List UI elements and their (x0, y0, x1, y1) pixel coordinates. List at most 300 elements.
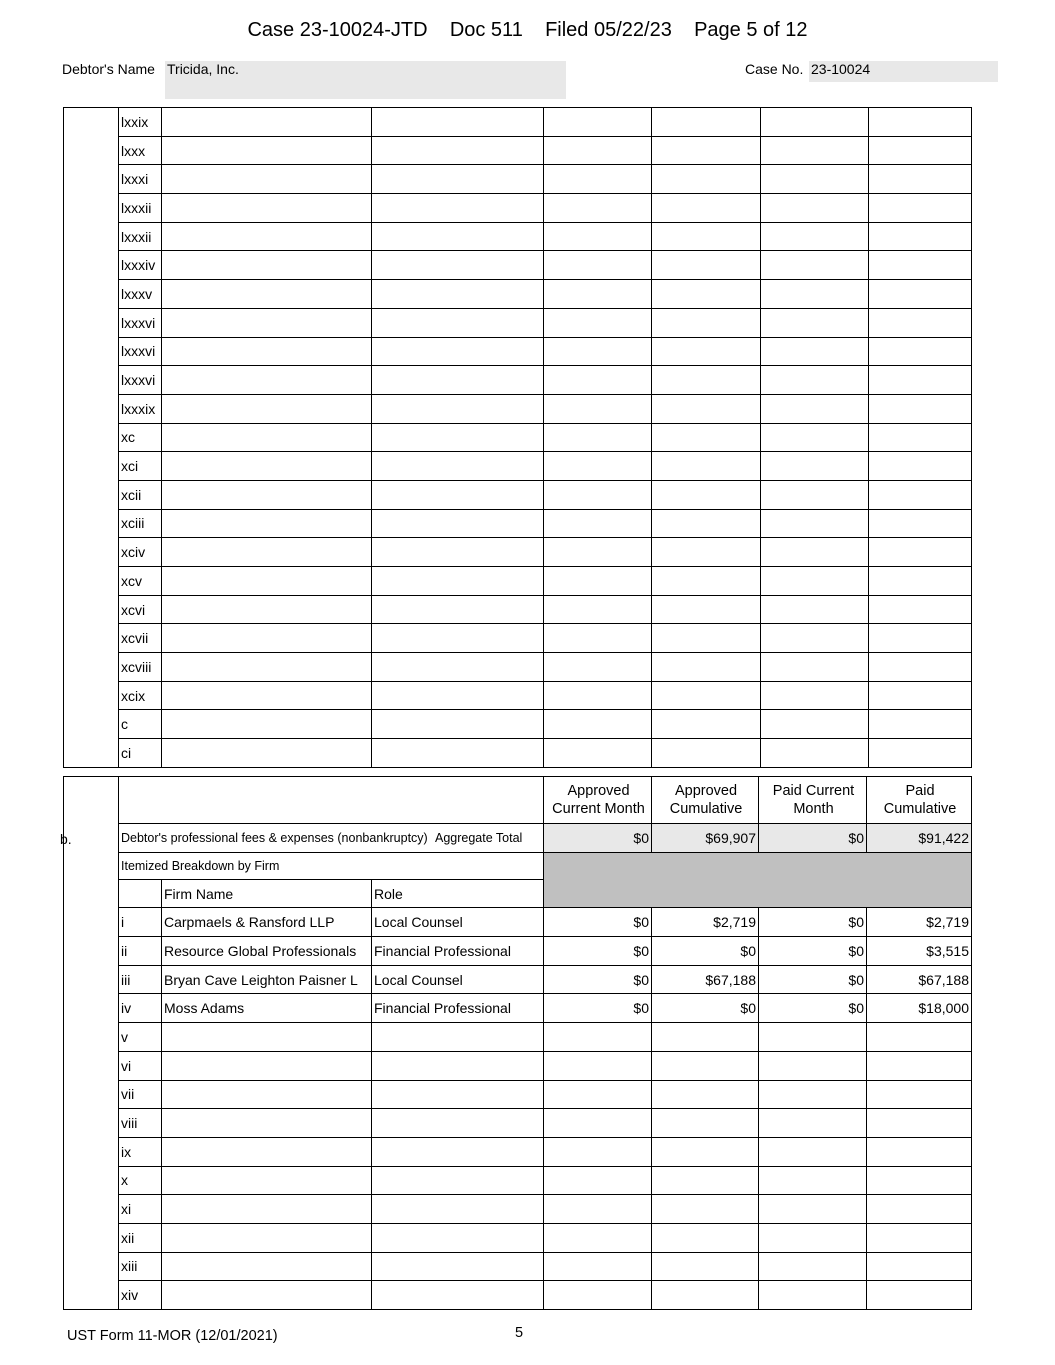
firm-name[interactable] (162, 1137, 372, 1166)
amount-cell[interactable] (759, 1252, 867, 1281)
empty-cell[interactable] (372, 308, 544, 337)
table-row (64, 1080, 972, 1109)
case-no-label: Case No. (745, 61, 804, 77)
case-no-field[interactable]: 23-10024 (809, 61, 998, 82)
amount-cell[interactable] (867, 1109, 972, 1138)
amount-cell[interactable] (867, 1051, 972, 1080)
empty-cell[interactable] (372, 538, 544, 567)
firm-role[interactable] (372, 1080, 544, 1109)
amount-cell: $67,188 (867, 965, 972, 994)
section-b-table (60, 776, 972, 1310)
empty-cell[interactable] (544, 480, 652, 509)
debtor-name-field[interactable]: Tricida, Inc. (165, 61, 566, 99)
empty-cell[interactable] (761, 739, 869, 768)
empty-cell[interactable] (372, 653, 544, 682)
row-index: xiii (119, 1252, 162, 1281)
amount-cell[interactable] (652, 1195, 759, 1224)
aggregate-label-cell (60, 824, 544, 853)
empty-cell[interactable] (761, 280, 869, 309)
empty-cell[interactable] (869, 394, 972, 423)
table-row (64, 452, 972, 481)
empty-cell[interactable] (162, 136, 372, 165)
row-index: xii (119, 1223, 162, 1252)
empty-cell[interactable] (761, 308, 869, 337)
empty-cell[interactable] (162, 222, 372, 251)
firm-role: Local Counsel (372, 965, 544, 994)
empty-cell[interactable] (869, 165, 972, 194)
empty-cell[interactable] (761, 509, 869, 538)
empty-cell[interactable] (544, 681, 652, 710)
empty-cell[interactable] (869, 624, 972, 653)
amount-cell[interactable] (544, 1109, 652, 1138)
empty-cell[interactable] (652, 108, 761, 137)
empty-cell[interactable] (652, 136, 761, 165)
empty-cell[interactable] (372, 480, 544, 509)
empty-cell[interactable] (162, 108, 372, 137)
amount-cell[interactable] (544, 1137, 652, 1166)
empty-cell[interactable] (869, 681, 972, 710)
empty-cell[interactable] (544, 337, 652, 366)
empty-cell[interactable] (761, 394, 869, 423)
empty-cell[interactable] (544, 710, 652, 739)
row-index: c (119, 710, 162, 739)
empty-cell[interactable] (761, 165, 869, 194)
table-row (64, 1023, 972, 1052)
empty-cell[interactable] (372, 165, 544, 194)
firm-name[interactable] (162, 1166, 372, 1195)
row-index: lxxxvi (119, 366, 162, 395)
amount-cell[interactable] (652, 1223, 759, 1252)
amount-cell[interactable] (544, 1223, 652, 1252)
empty-cell[interactable] (761, 710, 869, 739)
firm-role[interactable] (372, 1109, 544, 1138)
empty-cell[interactable] (761, 480, 869, 509)
amount-cell: $0 (759, 908, 867, 937)
firm-name[interactable] (162, 1281, 372, 1310)
empty-cell[interactable] (869, 710, 972, 739)
table-row (64, 366, 972, 395)
row-index: xcix (119, 681, 162, 710)
row-index: xi (119, 1195, 162, 1224)
row-index: vi (119, 1051, 162, 1080)
empty-cell[interactable] (162, 366, 372, 395)
row-index: xciv (119, 538, 162, 567)
amount-cell[interactable] (867, 1252, 972, 1281)
amount-cell[interactable] (544, 1051, 652, 1080)
empty-cell[interactable] (761, 567, 869, 596)
amount-cell[interactable] (759, 1166, 867, 1195)
table-row (64, 222, 972, 251)
amount-cell[interactable] (867, 1223, 972, 1252)
amount-cell: $0 (544, 908, 652, 937)
row-index: lxxxvi (119, 308, 162, 337)
firm-name[interactable] (162, 1195, 372, 1224)
row-index: iv (119, 994, 162, 1023)
empty-cell[interactable] (162, 739, 372, 768)
row-index: ix (119, 1137, 162, 1166)
empty-cell[interactable] (652, 452, 761, 481)
doc-number: Doc 511 (449, 19, 523, 41)
amount-cell[interactable] (544, 1252, 652, 1281)
empty-cell[interactable] (544, 108, 652, 137)
table-row (64, 509, 972, 538)
empty-cell[interactable] (869, 136, 972, 165)
amount-cell[interactable] (544, 1195, 652, 1224)
empty-cell[interactable] (652, 165, 761, 194)
table-row (64, 1109, 972, 1138)
empty-cell[interactable] (544, 194, 652, 223)
row-index: v (119, 1023, 162, 1052)
empty-cell[interactable] (761, 337, 869, 366)
empty-cell[interactable] (162, 194, 372, 223)
amount-cell[interactable] (759, 1080, 867, 1109)
empty-cell[interactable] (761, 108, 869, 137)
row-index: lxxxvi (119, 337, 162, 366)
firm-name[interactable] (162, 1109, 372, 1138)
footer-form: UST Form 11-MOR (12/01/2021) (67, 1328, 278, 1344)
table-row (64, 423, 972, 452)
table-row (64, 194, 972, 223)
row-index: xcv (119, 567, 162, 596)
row-index: xcviii (119, 653, 162, 682)
empty-cell[interactable] (372, 280, 544, 309)
empty-cell[interactable] (372, 509, 544, 538)
empty-cell[interactable] (652, 251, 761, 280)
empty-cell[interactable] (544, 394, 652, 423)
empty-cell[interactable] (372, 136, 544, 165)
empty-cell[interactable] (652, 337, 761, 366)
aggregate-paid-cumulative: $91,422 (867, 824, 972, 853)
empty-cell[interactable] (162, 567, 372, 596)
amount-cell[interactable] (544, 1023, 652, 1052)
empty-cell[interactable] (544, 423, 652, 452)
empty-cell[interactable] (652, 194, 761, 223)
empty-cell[interactable] (869, 280, 972, 309)
empty-cell[interactable] (372, 624, 544, 653)
empty-cell[interactable] (544, 595, 652, 624)
amount-cell[interactable] (759, 1051, 867, 1080)
itemized-label: Itemized Breakdown by Firm (119, 852, 544, 879)
amount-cell[interactable] (652, 1109, 759, 1138)
firm-name-header: Firm Name (162, 879, 372, 908)
empty-cell[interactable] (544, 136, 652, 165)
empty-cell[interactable] (761, 136, 869, 165)
col-header-approved-current: Approved Current Month (544, 777, 652, 824)
empty-cell[interactable] (761, 595, 869, 624)
firm-role: Local Counsel (372, 908, 544, 937)
empty-cell[interactable] (652, 653, 761, 682)
row-index: lxxxiv (119, 251, 162, 280)
amount-cell: $3,515 (867, 937, 972, 966)
row-index: viii (119, 1109, 162, 1138)
firm-name: Carpmaels & Ransford LLP (162, 908, 372, 937)
aggregate-label: Debtor's professional fees & expenses (nonbankruptcy) (121, 830, 428, 845)
amount-cell[interactable] (759, 1195, 867, 1224)
table-row (64, 937, 972, 966)
amount-cell: $2,719 (652, 908, 759, 937)
amount-cell[interactable] (652, 1281, 759, 1310)
table-row (64, 624, 972, 653)
empty-cell[interactable] (372, 710, 544, 739)
row-index: lxxxi (119, 165, 162, 194)
firm-name[interactable] (162, 1252, 372, 1281)
empty-cell[interactable] (544, 538, 652, 567)
firm-role[interactable] (372, 1051, 544, 1080)
table-row (64, 653, 972, 682)
amount-cell[interactable] (652, 1023, 759, 1052)
empty-cell[interactable] (372, 681, 544, 710)
amount-cell[interactable] (867, 1023, 972, 1052)
empty-cell[interactable] (162, 509, 372, 538)
amount-cell[interactable] (759, 1223, 867, 1252)
empty-cell[interactable] (761, 653, 869, 682)
amount-cell[interactable] (759, 1281, 867, 1310)
empty-cell[interactable] (372, 595, 544, 624)
table-row (64, 394, 972, 423)
empty-cell[interactable] (869, 423, 972, 452)
firm-role[interactable] (372, 1252, 544, 1281)
empty-cell[interactable] (869, 108, 972, 137)
table-row (64, 251, 972, 280)
empty-cell[interactable] (162, 681, 372, 710)
empty-cell[interactable] (162, 452, 372, 481)
firm-name[interactable] (162, 1023, 372, 1052)
empty-cell[interactable] (652, 480, 761, 509)
empty-cell[interactable] (761, 194, 869, 223)
table-row (64, 108, 972, 137)
empty-cell[interactable] (869, 452, 972, 481)
empty-cell[interactable] (162, 480, 372, 509)
empty-cell[interactable] (761, 538, 869, 567)
aggregate-approved-cumulative: $69,907 (652, 824, 759, 853)
empty-cell[interactable] (869, 222, 972, 251)
empty-cell[interactable] (761, 681, 869, 710)
empty-cell[interactable] (761, 366, 869, 395)
table-row (64, 1195, 972, 1224)
table-row (64, 165, 972, 194)
empty-cell[interactable] (869, 308, 972, 337)
amount-cell: $18,000 (867, 994, 972, 1023)
empty-cell[interactable] (869, 251, 972, 280)
empty-cell[interactable] (162, 710, 372, 739)
firm-role: Financial Professional (372, 994, 544, 1023)
empty-cell[interactable] (162, 595, 372, 624)
row-index: lxxxii (119, 194, 162, 223)
table-row (64, 1051, 972, 1080)
empty-cell[interactable] (544, 567, 652, 596)
amount-cell: $2,719 (867, 908, 972, 937)
empty-cell[interactable] (372, 423, 544, 452)
empty-cell[interactable] (652, 595, 761, 624)
empty-cell[interactable] (869, 509, 972, 538)
amount-cell[interactable] (759, 1023, 867, 1052)
firm-name[interactable] (162, 1080, 372, 1109)
empty-cell[interactable] (869, 366, 972, 395)
amount-cell: $0 (544, 965, 652, 994)
row-index: lxxix (119, 108, 162, 137)
empty-cell[interactable] (544, 366, 652, 395)
amount-cell[interactable] (652, 1166, 759, 1195)
empty-cell[interactable] (162, 624, 372, 653)
empty-cell[interactable] (652, 567, 761, 596)
firm-name[interactable] (162, 1223, 372, 1252)
empty-cell[interactable] (372, 739, 544, 768)
empty-cell[interactable] (761, 423, 869, 452)
empty-cell[interactable] (372, 108, 544, 137)
empty-cell[interactable] (162, 423, 372, 452)
empty-cell[interactable] (652, 222, 761, 251)
empty-cell[interactable] (869, 538, 972, 567)
amount-cell[interactable] (867, 1166, 972, 1195)
row-index: lxxxii (119, 222, 162, 251)
empty-cell[interactable] (869, 567, 972, 596)
empty-cell[interactable] (544, 308, 652, 337)
empty-cell[interactable] (761, 251, 869, 280)
page-header (0, 19, 1055, 42)
empty-cell[interactable] (652, 423, 761, 452)
row-index: xciii (119, 509, 162, 538)
amount-cell[interactable] (544, 1166, 652, 1195)
aggregate-approved-current: $0 (544, 824, 652, 853)
table-row (64, 480, 972, 509)
amount-cell[interactable] (867, 1080, 972, 1109)
col-header-paid-cumulative: Paid Cumulative (867, 777, 972, 824)
empty-cell[interactable] (652, 366, 761, 395)
table-row (64, 681, 972, 710)
empty-cell[interactable] (544, 222, 652, 251)
firm-role[interactable] (372, 1166, 544, 1195)
header-blank (119, 777, 544, 824)
empty-cell[interactable] (869, 194, 972, 223)
table-row (64, 1281, 972, 1310)
empty-cell[interactable] (869, 595, 972, 624)
amount-cell[interactable] (544, 1080, 652, 1109)
empty-cell[interactable] (162, 251, 372, 280)
empty-cell[interactable] (372, 366, 544, 395)
table-row (64, 1252, 972, 1281)
amount-cell[interactable] (867, 1281, 972, 1310)
empty-cell[interactable] (761, 624, 869, 653)
amount-cell[interactable] (867, 1195, 972, 1224)
role-header: Role (372, 879, 544, 908)
row-index: i (119, 908, 162, 937)
empty-cell[interactable] (544, 509, 652, 538)
amount-cell[interactable] (759, 1109, 867, 1138)
empty-cell[interactable] (162, 165, 372, 194)
firm-role[interactable] (372, 1281, 544, 1310)
aggregate-paid-current: $0 (759, 824, 867, 853)
empty-cell[interactable] (544, 165, 652, 194)
table-row (64, 280, 972, 309)
empty-cell[interactable] (372, 394, 544, 423)
firm-name: Resource Global Professionals (162, 937, 372, 966)
section-b-letter-cell (64, 777, 119, 880)
firm-role[interactable] (372, 1023, 544, 1052)
table-row (64, 595, 972, 624)
empty-cell[interactable] (652, 509, 761, 538)
empty-cell[interactable] (162, 308, 372, 337)
empty-cell[interactable] (652, 739, 761, 768)
row-index: xcii (119, 480, 162, 509)
empty-cell[interactable] (761, 452, 869, 481)
table-row (64, 1223, 972, 1252)
empty-cell[interactable] (869, 653, 972, 682)
row-index: iii (119, 965, 162, 994)
empty-cell[interactable] (544, 452, 652, 481)
empty-cell[interactable] (372, 337, 544, 366)
firm-role[interactable] (372, 1137, 544, 1166)
amount-cell[interactable] (759, 1137, 867, 1166)
empty-cell[interactable] (869, 739, 972, 768)
amount-cell: $0 (544, 994, 652, 1023)
col-header-approved-cumulative: Approved Cumulative (652, 777, 759, 824)
amount-cell[interactable] (652, 1252, 759, 1281)
empty-cell[interactable] (652, 624, 761, 653)
empty-cell[interactable] (372, 452, 544, 481)
empty-cell[interactable] (544, 624, 652, 653)
row-index: lxxxix (119, 394, 162, 423)
empty-cell[interactable] (652, 280, 761, 309)
empty-cell[interactable] (372, 194, 544, 223)
empty-cell[interactable] (544, 280, 652, 309)
amount-cell[interactable] (652, 1051, 759, 1080)
table-row (64, 908, 972, 937)
table-row (64, 710, 972, 739)
amount-cell: $0 (652, 994, 759, 1023)
empty-cell[interactable] (869, 480, 972, 509)
amount-cell: $0 (759, 965, 867, 994)
amount-cell: $0 (759, 937, 867, 966)
amount-cell[interactable] (652, 1137, 759, 1166)
row-index: lxxxv (119, 280, 162, 309)
amount-cell[interactable] (544, 1281, 652, 1310)
empty-cell[interactable] (652, 538, 761, 567)
page-indicator: Page 5 of 12 (694, 19, 808, 41)
empty-cell[interactable] (162, 337, 372, 366)
empty-cell[interactable] (544, 653, 652, 682)
case-number-header: Case 23-10024-JTD (247, 19, 428, 41)
empty-cell[interactable] (544, 739, 652, 768)
empty-cell[interactable] (652, 394, 761, 423)
amount-cell[interactable] (867, 1137, 972, 1166)
section-a-table (63, 107, 972, 768)
amount-cell: $67,188 (652, 965, 759, 994)
firm-role[interactable] (372, 1195, 544, 1224)
table-row (64, 739, 972, 768)
empty-cell[interactable] (761, 222, 869, 251)
empty-cell[interactable] (652, 710, 761, 739)
table-row (64, 308, 972, 337)
table-row (64, 1137, 972, 1166)
empty-cell[interactable] (162, 653, 372, 682)
firm-name: Bryan Cave Leighton Paisner L (162, 965, 372, 994)
empty-cell[interactable] (162, 280, 372, 309)
empty-cell[interactable] (372, 251, 544, 280)
empty-cell[interactable] (544, 251, 652, 280)
empty-cell[interactable] (372, 222, 544, 251)
firm-role[interactable] (372, 1223, 544, 1252)
row-index: x (119, 1166, 162, 1195)
empty-cell[interactable] (162, 394, 372, 423)
firm-name[interactable] (162, 1051, 372, 1080)
empty-cell[interactable] (869, 337, 972, 366)
empty-cell[interactable] (162, 538, 372, 567)
empty-cell[interactable] (652, 308, 761, 337)
empty-cell[interactable] (652, 681, 761, 710)
amount-cell[interactable] (652, 1080, 759, 1109)
empty-cell[interactable] (372, 567, 544, 596)
table-row (64, 567, 972, 596)
